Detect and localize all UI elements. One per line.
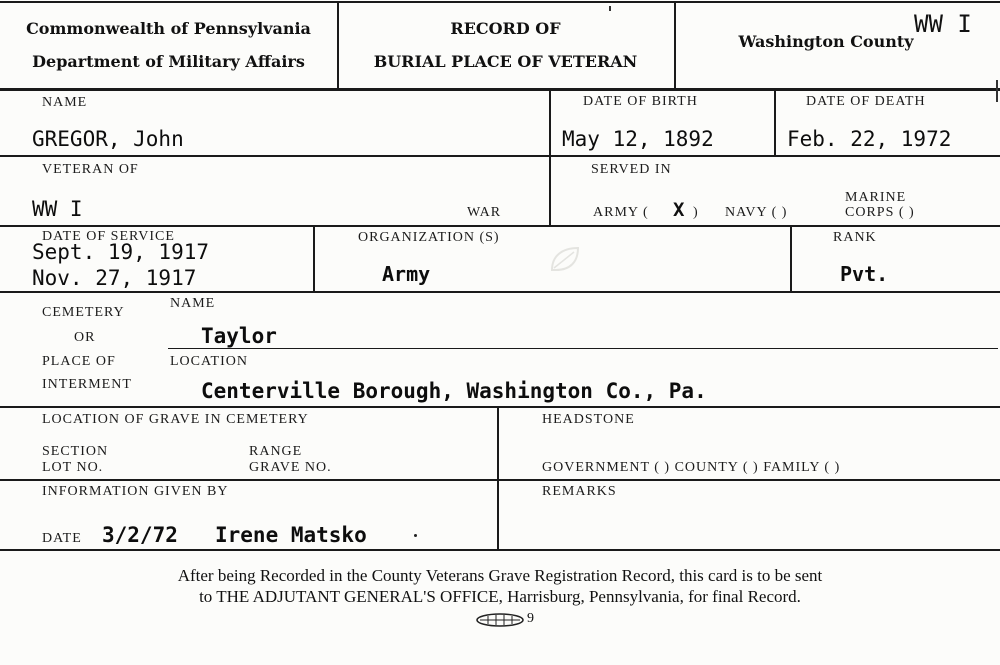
army-checkmark: X — [673, 199, 685, 221]
served-in-label: SERVED IN — [591, 162, 672, 177]
headstone-options: GOVERNMENT ( ) COUNTY ( ) FAMILY ( ) — [542, 460, 841, 475]
ink-speck — [414, 534, 417, 537]
header-bottom-rule — [0, 88, 1000, 91]
row1-rule — [0, 155, 1000, 157]
informant-name-value: Irene Matsko — [215, 523, 367, 547]
name-divider — [549, 90, 551, 226]
informant-date-label: DATE — [42, 531, 82, 546]
date-of-birth-value: May 12, 1892 — [562, 127, 714, 151]
cemetery-name-label: NAME — [170, 296, 216, 311]
informant-date-value: 3/2/72 — [102, 523, 178, 547]
date-of-death-label: DATE OF DEATH — [806, 94, 926, 109]
ink-speck — [996, 80, 998, 102]
rank-value: Pvt. — [840, 262, 889, 286]
service-from-value: Sept. 19, 1917 — [32, 240, 210, 264]
war-suffix: WAR — [467, 205, 502, 220]
service-divider — [313, 226, 315, 292]
marine-option-label-2: CORPS ( ) — [845, 205, 915, 220]
rank-label: RANK — [833, 230, 877, 245]
top-border — [0, 1, 1000, 3]
handwritten-note: WW I — [914, 10, 972, 38]
leaf-watermark-icon — [548, 244, 582, 274]
army-option-close: ) — [693, 205, 699, 220]
navy-option-label: NAVY ( ) — [725, 205, 788, 220]
cemetery-location-label: LOCATION — [170, 354, 248, 369]
row4-rule — [0, 406, 1000, 408]
row5-rule — [0, 479, 1000, 481]
footer-instruction-line-2: to THE ADJUTANT GENERAL'S OFFICE, Harrisburg, Pennsylvania, for final Record. — [199, 587, 801, 606]
card-title-line-2: BURIAL PLACE OF VETERAN — [373, 52, 638, 71]
cemetery-name-value: Taylor — [201, 324, 277, 348]
issuer-line-1: Commonwealth of Pennsylvania — [26, 19, 311, 38]
birth-death-divider — [774, 90, 776, 156]
card-title-line-1: RECORD OF — [450, 19, 561, 38]
issuer-line-2: Department of Military Affairs — [32, 52, 305, 71]
range-label: RANGE — [249, 444, 303, 459]
name-label: NAME — [42, 95, 88, 110]
headstone-label: HEADSTONE — [542, 412, 635, 427]
cemetery-name-rule — [168, 348, 998, 349]
row2-rule — [0, 225, 1000, 227]
date-of-death-value: Feb. 22, 1972 — [787, 127, 952, 151]
cemetery-label: CEMETERY — [42, 305, 125, 320]
printer-mark-number: 9 — [527, 611, 534, 626]
marine-option-label-1: MARINE — [845, 190, 907, 205]
row6-rule — [0, 549, 1000, 551]
name-value: GREGOR, John — [32, 127, 184, 151]
union-bug-icon — [474, 611, 526, 629]
grave-number-label: GRAVE NO. — [249, 460, 332, 475]
remarks-label: REMARKS — [542, 484, 617, 499]
army-option-label: ARMY ( — [593, 205, 649, 220]
section-label: SECTION — [42, 444, 109, 459]
date-of-birth-label: DATE OF BIRTH — [583, 94, 698, 109]
interment-label: INTERMENT — [42, 377, 132, 392]
grave-location-label: LOCATION OF GRAVE IN CEMETERY — [42, 412, 309, 427]
veteran-of-label: VETERAN OF — [42, 162, 139, 177]
service-to-value: Nov. 27, 1917 — [32, 266, 197, 290]
date-of-service-label: DATE OF SERVICE — [42, 229, 175, 244]
veteran-of-value: WW I — [32, 197, 83, 221]
header-divider-1 — [337, 2, 339, 88]
county-name: Washington County — [738, 32, 914, 51]
organization-value: Army — [382, 262, 431, 286]
row3-rule — [0, 291, 1000, 293]
information-given-by-label: INFORMATION GIVEN BY — [42, 484, 229, 499]
lot-number-label: LOT NO. — [42, 460, 104, 475]
or-label: OR — [74, 330, 96, 345]
cemetery-location-value: Centerville Borough, Washington Co., Pa. — [201, 379, 707, 403]
rank-divider — [790, 226, 792, 292]
footer-instruction-line-1: After being Recorded in the County Veterans Grave Registration Record, this card is to be sent — [177, 566, 823, 585]
ink-speck — [609, 6, 611, 11]
place-of-label: PLACE OF — [42, 354, 116, 369]
organization-label: ORGANIZATION (S) — [358, 230, 500, 245]
